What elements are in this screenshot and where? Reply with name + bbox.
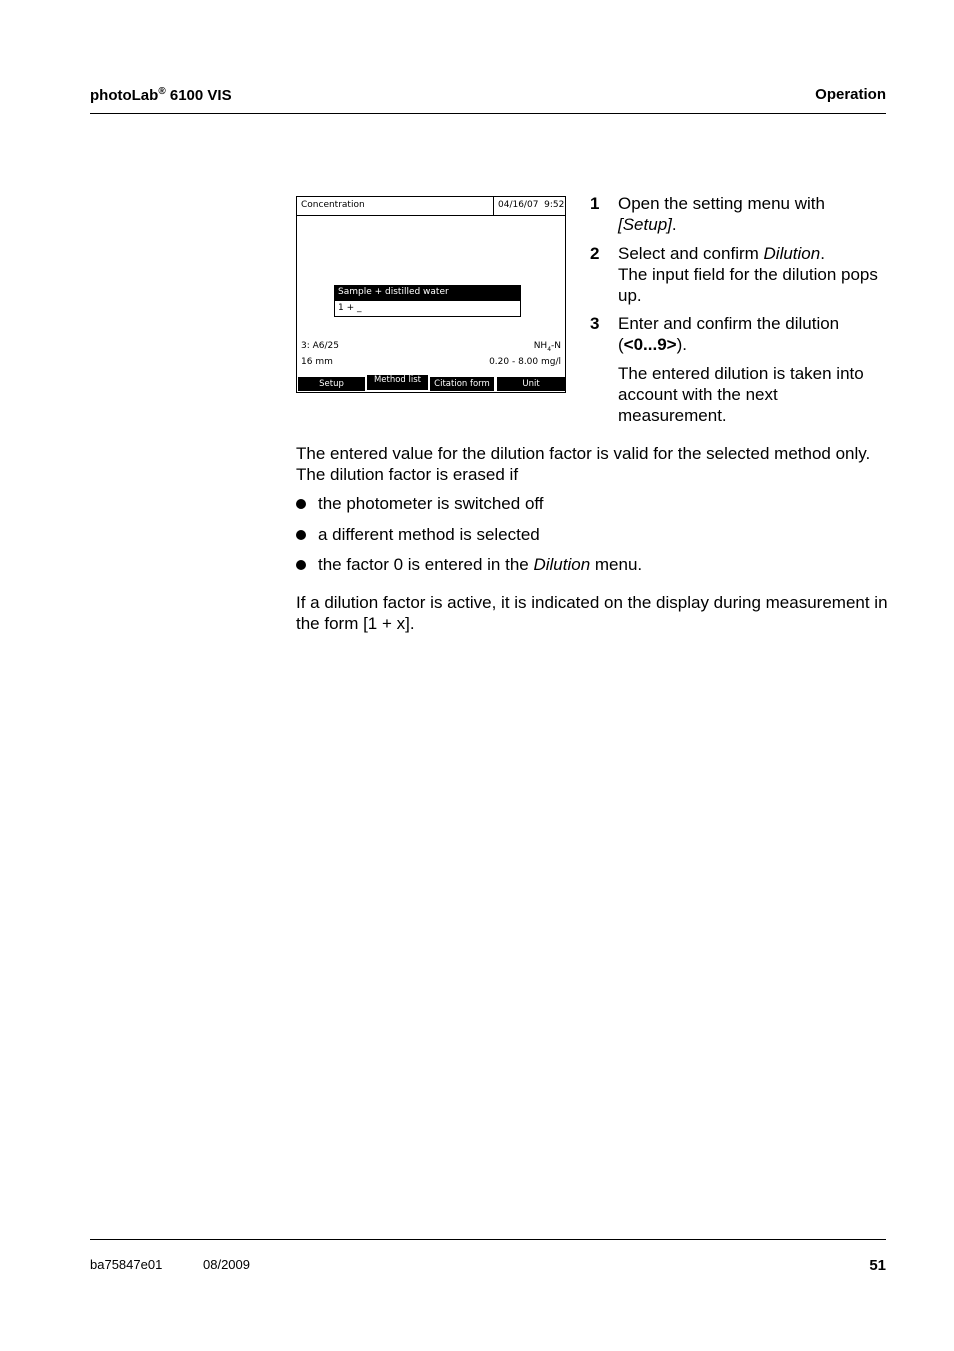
step-text-part: Enter and confirm the dilution (	[618, 314, 840, 354]
bullet-icon	[296, 530, 306, 540]
display-range: 0.20 - 8.00 mg/l	[489, 357, 561, 367]
paragraph-active-factor: If a dilution factor is active, it is indicated on the display during measurement in the form [1 + x].	[296, 593, 888, 633]
registered-mark: ®	[158, 86, 166, 97]
step-number: 3	[590, 314, 600, 333]
bullet-icon	[296, 499, 306, 509]
softkey-unit[interactable]: Unit	[497, 377, 565, 391]
bullet-text-part: menu.	[590, 555, 643, 574]
param-main: NH	[533, 341, 548, 351]
header-rule	[90, 113, 886, 114]
softkey-method-list[interactable]: Method list	[367, 375, 428, 390]
step-number: 1	[590, 194, 600, 213]
footer-date: 08/2009	[203, 1257, 250, 1272]
bullet-text-part: the factor 0 is entered in the	[318, 555, 534, 574]
step-number: 2	[590, 244, 600, 263]
step-text	[618, 193, 888, 235]
step-text	[618, 313, 888, 355]
dilution-popup	[334, 285, 521, 317]
param-tail: -N	[551, 341, 561, 351]
bullet-text: a different method is selected	[318, 525, 540, 544]
step-text	[618, 243, 888, 306]
display-title: Concentration	[301, 200, 365, 210]
step-note: The entered dilution is taken into account with the next measurement.	[618, 364, 864, 425]
dilution-ref: Dilution	[763, 244, 821, 263]
header-section: Operation	[815, 86, 886, 103]
bullet-text	[318, 554, 642, 575]
setup-key-ref: [Setup]	[618, 215, 672, 234]
softkey-citation-form[interactable]: Citation form	[430, 377, 494, 391]
display-parameter	[534, 341, 561, 353]
bullet-icon	[296, 560, 306, 570]
header-product	[90, 86, 232, 104]
display-titlebar	[297, 197, 565, 216]
footer-doc-number: ba75847e01	[90, 1257, 163, 1272]
display-datetime: 04/16/07 9:52	[493, 197, 565, 215]
dilution-ref: Dilution	[533, 555, 591, 574]
softkey-bar	[297, 376, 565, 392]
bullet-text: the photometer is switched off	[318, 494, 544, 513]
paragraph-validity: The entered value for the dilution factor is valid for the selected method only. The dilution factor is erased if	[296, 444, 871, 484]
step-text-part: The input field for the dilution pops up.	[618, 265, 878, 305]
instrument-display	[296, 196, 566, 393]
footer-rule	[90, 1239, 886, 1240]
step-text-part: Select and confirm	[618, 244, 764, 263]
key-range: <0...9>	[623, 335, 677, 354]
step-text-part: .	[820, 244, 825, 263]
model-name: 6100 VIS	[165, 87, 232, 104]
popup-title: Sample + distilled water	[335, 286, 520, 301]
step-text-part: .	[671, 215, 677, 234]
dilution-input[interactable]: 1 + _	[338, 303, 362, 313]
softkey-setup[interactable]: Setup	[298, 377, 365, 391]
page-number: 51	[869, 1257, 886, 1274]
display-cuvette: 16 mm	[301, 357, 333, 367]
step-text-part: Open the setting menu with	[618, 194, 825, 213]
step-text-part: ).	[676, 335, 687, 354]
param-sub: 4	[547, 345, 552, 353]
display-method: 3: A6/25	[301, 341, 339, 351]
product-name: photoLab	[90, 87, 159, 104]
